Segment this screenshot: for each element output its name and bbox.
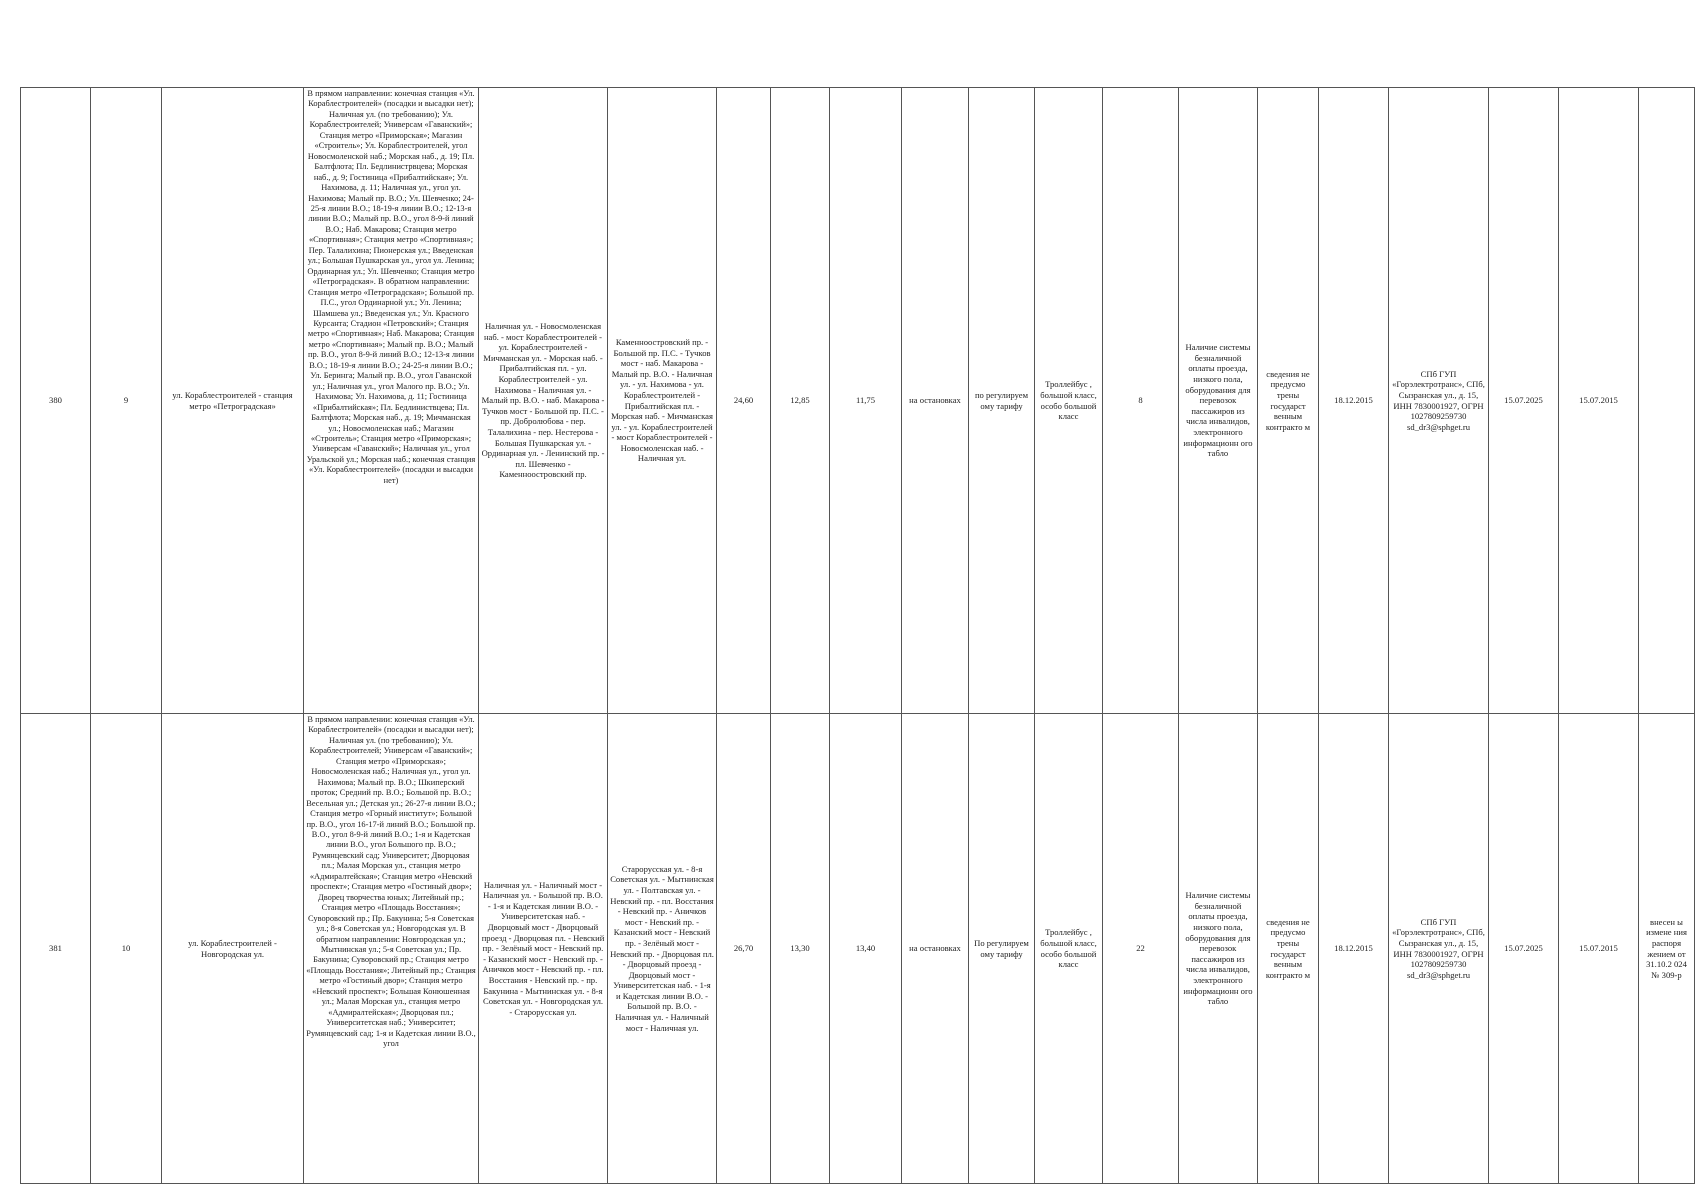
streets-backward: Каменноостровский пр. - Большой пр. П.С. - Тучков мост - наб. Макарова - Малый пр. В.О. - Наличная ул. - ул. Нахимова - ул. Кораблестроителей - Прибалтийская пл. - Морская наб. - Мичманская ул. - ул. Кораблестроителей - мост Кораблестроителей - Новосмоленская наб. - Наличная ул.	[608, 88, 717, 714]
date-b: 15.07.2015	[1559, 714, 1639, 1184]
contract-info: сведения не предусмо трены государст венным контракто м	[1258, 88, 1319, 714]
start-date: 18.12.2015	[1319, 714, 1389, 1184]
stop-mode: на остановках	[902, 714, 969, 1184]
vehicle-class: Троллейбус , большой класс, особо большой класс	[1035, 88, 1103, 714]
note: внесен ы измене ния распоря жением от 31.10.2 024 № 309-р	[1639, 714, 1695, 1184]
carrier-info: СПб ГУП «Горэлектротранс», СПб, Сызранская ул., д. 15, ИНН 7830001927, ОГРН 1027809259730 sd_dr3@sphget.ru	[1389, 714, 1489, 1184]
route-number: 9	[91, 88, 162, 714]
note	[1639, 88, 1695, 714]
streets-backward: Старорусская ул. - 8-я Советская ул. - Мытнинская ул. - Полтавская ул. - Невский пр. - пл. Восстания - Невский пр. - Аничков мост - Невский пр. - Казанский мост - Невский пр. - Зелёный мост - Невский пр. - Дворцовая пл. - Дворцовый проезд - Дворцовый мост - Университетская наб. - 1-я и Кадетская линии В.О. - Большой пр. В.О. - Наличная ул. - Наличный мост - Наличная ул.	[608, 714, 717, 1184]
date-a: 15.07.2025	[1489, 714, 1559, 1184]
route-number: 10	[91, 714, 162, 1184]
length-forward: 12,85	[771, 88, 830, 714]
date-a: 15.07.2025	[1489, 88, 1559, 714]
vehicle-features: Наличие системы безналичной оплаты проезда, низкого пола, оборудования для перевозок пассажиров из числа инвалидов, электронного информационн ого табло	[1179, 714, 1258, 1184]
vehicle-class: Троллейбус , большой класс, особо большой класс	[1035, 714, 1103, 1184]
length-backward: 11,75	[830, 88, 902, 714]
route-length: 26,70	[717, 714, 771, 1184]
vehicle-count: 22	[1103, 714, 1179, 1184]
contract-info: сведения не предусмо трены государст венным контракто м	[1258, 714, 1319, 1184]
table-row	[21, 88, 1695, 714]
table-row	[21, 714, 1695, 1184]
stops-list: В прямом направлении: конечная станция «Ул. Кораблестроителей» (посадки и высадки нет); Наличная ул. (по требованию); Ул. Кораблестроителей; Универсам «Гаванский»; Станция метро «Приморская»; Магазин «Строитель»; Ул. Кораблестроителей, угол Новосмоленской наб.; Морская наб., д. 19; Пл. Балтфлота; Пл. Бедлинистрвцева; Морская наб., д. 9; Гостиница «Прибалтийская»; Ул. Нахимова, д. 11; Наличная ул., угол ул. Нахимова; Малый пр. В.О.; Ул. Шевченко; 24-25-я линии В.О.; 18-19-я линии В.О.; 12-13-я линии В.О.; Малый пр. В.О., угол 8-9-й линий В.О.; Наб. Макарова; Станция метро «Спортивная»; Станция метро «Спортивная»; Пер. Талалихина; Пионерская ул.; Введенская ул.; Большая Пушкарская ул., угол ул. Ленина; Ординарная ул.; Ул. Шевченко; Станция метро «Петроградская». В обратном направлении: Станция метро «Петроградская»; Большой пр. П.С., угол Ординарной ул.; Ул. Ленина; Шамшева ул.; Введенская ул.; Ул. Красного Курсанта; Стадион «Петровский»; Станция метро «Спортивная»; Наб. Макарова; Станция метро «Спортивная»; Малый пр. В.О.; Малый пр. В.О., угол 8-9-й линий В.О.; 12-13-я линии В.О.; 18-19-я линии В.О.; 24-25-я линии В.О.; Ул. Беринга; Малый пр. В.О., угол Гаванской ул.; Наличная ул., угол Малого пр. В.О.; Ул. Нахимова; Ул. Нахимова, д. 11; Гостиница «Прибалтийская»; Пл. Бедлиниствцева; Пл. Балтфлота; Морская наб., д. 19; Мичманская ул.; Новосмоленская наб.; Магазин «Строитель»; Станция метро «Приморская»; Универсам «Гаванский»; Наличная ул., угол Уральской ул.; Морская наб.; конечная станция «Ул. Кораблестроителей» (посадки и высадки нет)	[304, 88, 479, 714]
route-length: 24,60	[717, 88, 771, 714]
start-date: 18.12.2015	[1319, 88, 1389, 714]
vehicle-count: 8	[1103, 88, 1179, 714]
carrier-info: СПб ГУП «Горэлектротранс», СПб, Сызранская ул., д. 15, ИНН 7830001927, ОГРН 1027809259730 sd_dr3@sphget.ru	[1389, 88, 1489, 714]
vehicle-features: Наличие системы безналичной оплаты проезда, низкого пола, оборудования для перевозок пассажиров из числа инвалидов, электронного информационн ого табло	[1179, 88, 1258, 714]
length-forward: 13,30	[771, 714, 830, 1184]
date-b: 15.07.2015	[1559, 88, 1639, 714]
stops-list: В прямом направлении: конечная станция «Ул. Кораблестроителей» (посадки и высадки нет); Наличная ул. (по требованию); Ул. Кораблестроителей; Универсам «Гаванский»; Станция метро «Приморская»; Новосмоленская наб.; Наличная ул., угол ул. Нахимова; Малый пр. В.О.; Шкиперский проток; Средний пр. В.О.; Большой пр. В.О.; Весельная ул.; Детская ул.; 26-27-я линии В.О.; Станция метро «Горный институт»; Большой пр. В.О., угол 16-17-й линий В.О.; Большой пр. В.О., угол 8-9-й линий В.О.; 1-я и Кадетская линии В.О., угол Большого пр. В.О.; Румянцевский сад; Университет; Дворцовая пл.; Малая Морская ул., станция метро «Адмиралтейская»; Станция метро «Невский проспект»; Станция метро «Гостиный двор»; Дворец творчества юных; Литейный пр.; Станция метро «Площадь Восстания»; Суворовский пр.; Пр. Бакунина; 5-я Советская ул.; 8-я Советская ул.; Новгородская ул. В обратном направлении: Новгородская ул.; Мытнинская ул.; 5-я Советская ул.; Пр. Бакунина; Суворовский пр.; Станция метро «Площадь Восстания»; Литейный пр.; Станция метро «Гостиный двор»; Станция метро «Невский проспект»; Большая Конюшенная ул.; Малая Морская ул., станция метро «Адмиралтейская»; Дворцовая пл.; Университетская наб.; Университет; Румянцевский сад; 1-я и Кадетская линии В.О., угол	[304, 714, 479, 1184]
route-name: ул. Кораблестроителей - Новгородская ул.	[162, 714, 304, 1184]
streets-forward: Наличная ул. - Наличный мост - Наличная ул. - Большой пр. В.О. - 1-я и Кадетская линии В.О. - Университетская наб. - Дворцовый мост - Дворцовый проезд - Дворцовая пл. - Невский пр. - Зелёный мост - Невский пр. - Казанский мост - Невский пр. - Аничков мост - Невский пр. - пл. Восстания - Невский пр. - пр. Бакунина - Мытнинская ул. - 8-я Советская ул. - Новгородская ул. - Старорусская ул.	[479, 714, 608, 1184]
routes-table	[20, 87, 1695, 1184]
row-number: 380	[21, 88, 91, 714]
length-backward: 13,40	[830, 714, 902, 1184]
streets-forward: Наличная ул. - Новосмоленская наб. - мост Кораблестроителей - ул. Кораблестроителей - Мичманская ул. - Морская наб. - Прибалтийская пл. - ул. Кораблестроителей - ул. Нахимова - Наличная ул. - Малый пр. В.О. - наб. Макарова - Тучков мост - Большой пр. П.С. - пр. Добролюбова - пер. Талалихина - пер. Нестерова - Большая Пушкарская ул. - Ординарная ул. - Ленинский пр. - пл. Шевченко - Каменноостровский пр.	[479, 88, 608, 714]
tariff-type: По регулируем ому тарифу	[969, 714, 1035, 1184]
row-number: 381	[21, 714, 91, 1184]
stop-mode: на остановках	[902, 88, 969, 714]
tariff-type: по регулируем ому тарифу	[969, 88, 1035, 714]
route-name: ул. Кораблестроителей - станция метро «Петроградская»	[162, 88, 304, 714]
